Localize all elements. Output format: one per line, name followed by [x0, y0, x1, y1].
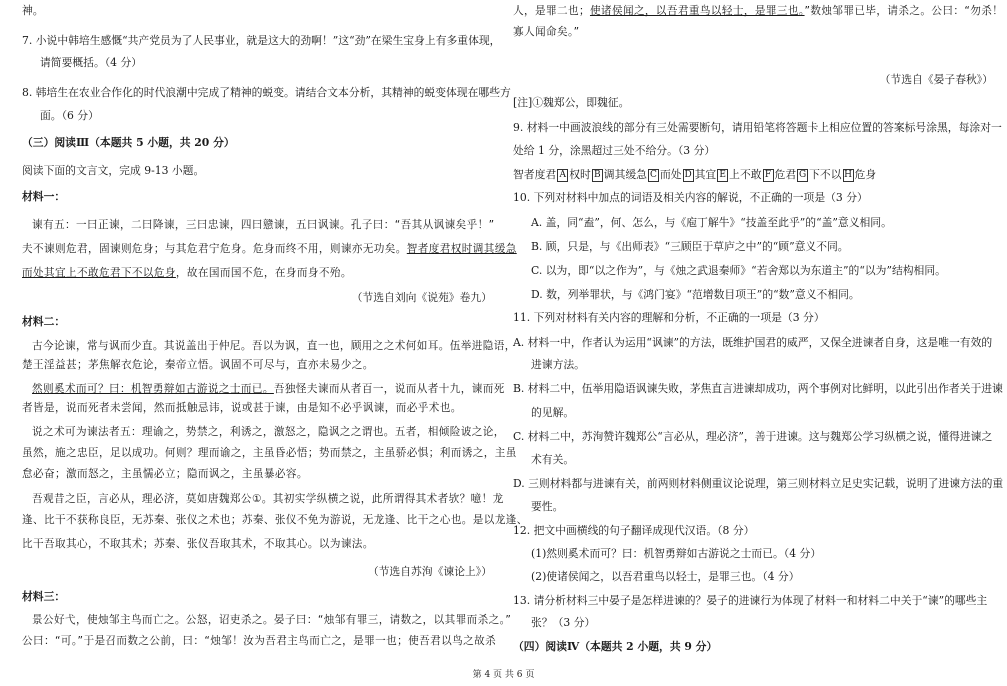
material-3-line: 寡人闻命矣。” — [513, 26, 580, 38]
material-2-heading: 材料二： — [22, 315, 66, 328]
option-prefix: 智者度君 — [513, 168, 557, 181]
text-segment: ”数烛邹罪已毕，请杀之。公曰：“勿杀！ — [804, 5, 1004, 17]
text-line: 神。 — [22, 4, 44, 17]
material-3-line: 公曰：“可。”于是召而数之公前，曰：“烛邹！汝为吾君主鸟而亡之，是罪一也；使吾君以鸟之故杀 — [22, 635, 497, 647]
text-segment: ，故在国而国不危，在身而身不殆。 — [175, 267, 352, 279]
question-7: 7. 小说中韩培生感慨“共产党员为了人民事业，就是这大的劲啊！”这“劲”在梁生宝身上有多重体现， — [22, 34, 501, 47]
material-3-line — [513, 4, 1003, 18]
question-8-points: 面。（6 分） — [40, 109, 99, 122]
material-2-line: 者皆是，说而死者未尝闻，然而抵触忌讳，说或甚于谏，由是知不必乎讽谏，而必乎术也。 — [22, 402, 462, 414]
option-text: 调其缓急 — [603, 168, 647, 181]
option-text: 危身 — [854, 168, 877, 181]
option-box-g[interactable]: G — [799, 169, 807, 180]
option-box-c[interactable]: C — [648, 169, 659, 182]
question-12: 12. 把文中画横线的句子翻译成现代汉语。（8 分） — [513, 524, 755, 537]
question-10-option-a: A. 盖，同“盍”，何、怎么，与《庖丁解牛》“技盖至此乎”的“盖”意义相同。 — [531, 216, 892, 229]
material-2-line: 吾观昔之臣，言必从，理必济，莫如唐魏郑公①。其初实学纵横之说，此所谓得其术者欤？噫！龙 — [32, 493, 504, 505]
page-footer: 第 4 页 共 6 页 — [472, 670, 535, 680]
option-box-b[interactable]: B — [592, 169, 603, 182]
question-11-option-a: A. 材料一中，作者认为运用“讽谏”的方法，既维护国君的威严，又保全进谏者自身，这是唯一有效的 — [513, 336, 993, 349]
text-segment: 人，是罪二也； — [513, 5, 590, 17]
question-9: 9. 材料一中画波浪线的部分有三处需要断句，请用铅笔将答题卡上相应位置的答案标号涂黑，每涂对一 — [513, 121, 1002, 134]
material-3-heading: 材料三： — [22, 590, 66, 603]
question-8: 8. 韩培生在农业合作化的时代浪潮中完成了精神的蜕变。请结合文本分析，其精神的蜕变体现在哪些方 — [22, 86, 511, 99]
option-box-h[interactable]: H — [844, 169, 852, 180]
text-segment: 夫不谏则危君，固谏则危身；与其危君宁危身。危身而终不用，则谏亦无功矣。 — [22, 243, 407, 255]
underlined-sentence: 然则奚术而可？曰：机智勇辩如古游说之士而已。 — [32, 383, 274, 395]
wavy-underlined-text: 智者度君权时调其缓急 — [406, 243, 517, 255]
question-13-cont: 张？（3 分） — [531, 616, 596, 629]
source-note: （节选自苏洵《谏论上》） — [367, 565, 492, 578]
question-11-option-c-cont: 术有关。 — [531, 453, 575, 466]
material-1-line — [22, 266, 352, 280]
material-2-line: 古今论谏，常与讽而少直。其说盖出于仲尼。吾以为讽，直一也，顾用之之术何如耳。伍举进隐语， — [32, 340, 516, 352]
question-12-part-1: (1)然则奚术而可？曰：机智勇辩如古游说之士而已。（4 分） — [531, 547, 822, 560]
section-heading-4: （四）阅读Ⅳ（本题共 2 小题，共 9 分） — [513, 640, 718, 653]
material-3-line: 景公好弋，使烛邹主鸟而亡之。公怒，诏吏杀之。晏子曰：“烛邹有罪三，请数之，以其罪而杀之。” — [32, 614, 512, 626]
question-11: 11. 下列对材料有关内容的理解和分析，不正确的一项是（3 分） — [513, 311, 825, 324]
question-12-part-2: (2)使诸侯闻之，以吾君重鸟以轻士，是罪三也。（4 分） — [531, 570, 800, 583]
material-2-line: 楚王淫益甚；茅焦解衣危论，秦帝立悟。讽固不可尽与，直亦未易少之。 — [22, 359, 374, 371]
wavy-underlined-text: 而处其宜上不敢危君下不以危身 — [22, 267, 176, 279]
question-11-option-c: C. 材料二中，苏洵赞许魏郑公“言必从，理必济”，善于进谏。这与魏郑公学习纵横之说，懂得进谏之 — [513, 430, 993, 443]
material-2-line: 说之术可为谏法者五：理谕之，势禁之，利诱之，激怒之，隐讽之之谓也。五者，相倾险诐之论， — [32, 426, 505, 438]
question-9-points: 处给 1 分，涂黑超过三处不给分。（3 分） — [513, 144, 716, 157]
question-10-option-b: B. 顾，只是，与《出师表》“三顾臣于草庐之中”的“顾”意义不同。 — [531, 240, 849, 253]
question-11-option-b-cont: 的见解。 — [531, 406, 575, 419]
material-1-line: 谏有五：一曰正谏，二曰降谏，三曰忠谏，四曰戆谏，五曰讽谏。孔子曰：“吾其从讽谏矣乎！” — [32, 219, 495, 231]
question-11-option-d-cont: 要性。 — [531, 500, 564, 513]
material-2-line: 虽然，施之忠臣，足以成功。何则？理而谕之，主虽昏必悟；势而禁之，主虽骄必惧；利而诱之，主虽 — [22, 447, 517, 459]
question-11-option-b: B. 材料二中，伍举用隐语讽谏失败，茅焦直言进谏却成功，两个事例对比鲜明，以此引出作者关于进谏 — [513, 382, 1003, 395]
option-box-f[interactable]: F — [763, 169, 774, 182]
question-11-option-a-cont: 进谏方法。 — [531, 358, 585, 371]
material-2-line: 逢、比干不获称良臣，无苏秦、张仪之术也；苏秦、张仪不免为游说，无龙逢、比干之心也。是以龙逢、 — [22, 514, 528, 526]
option-text: 上不敢 — [729, 168, 762, 181]
option-text: 危君 — [774, 168, 797, 181]
section-heading-3: （三）阅读Ⅲ（本题共 5 小题，共 20 分） — [22, 136, 235, 149]
material-2-line: 比干吾取其心，不取其术；苏秦、张仪吾取其术，不取其心。以为谏法。 — [22, 538, 374, 550]
option-box-e[interactable]: E — [717, 169, 728, 182]
option-text: 其宜 — [694, 168, 717, 181]
material-2-line — [32, 382, 505, 396]
question-10-option-c: C. 以为，即“以之作为”，与《烛之武退秦师》“若舍郑以为东道主”的“以为”结构相同。 — [531, 264, 946, 277]
question-9-options — [513, 168, 876, 182]
text-segment: 吾独怪夫谏而从者百一，说而从者十九，谏而死 — [273, 383, 505, 395]
option-text: 权时 — [569, 168, 591, 181]
question-7-points: 请简要概括。（4 分） — [40, 56, 143, 69]
material-2-line: 怠必奋；激而怒之，主虽懦必立；隐而讽之，主虽暴必容。 — [22, 468, 308, 480]
question-10: 10. 下列对材料中加点的词语及相关内容的解说，不正确的一项是（3 分） — [513, 191, 868, 204]
material-1-heading: 材料一： — [22, 190, 66, 203]
question-13: 13. 请分析材料三中晏子是怎样进谏的？晏子的进谏行为体现了材料一和材料二中关于“谏”的哪些主 — [513, 594, 988, 607]
source-note: （节选自《晏子春秋》） — [879, 73, 993, 86]
annotation-note: [注]①魏郑公，即魏征。 — [513, 96, 630, 109]
question-11-option-d: D. 三则材料都与进谏有关，前两则材料侧重议论说理，第三则材料立足史实记载，说明了进谏方法的重 — [513, 477, 1004, 490]
material-1-line — [22, 242, 517, 256]
question-10-option-d: D. 数，列举罪状，与《鸿门宴》“范增数目项王”的“数”意义不相同。 — [531, 288, 860, 301]
option-box-d[interactable]: D — [684, 169, 692, 180]
option-box-a[interactable]: A — [557, 169, 568, 182]
underlined-sentence: 使诸侯闻之，以吾君重鸟以轻士，是罪三也。 — [589, 5, 805, 17]
option-text: 下不以 — [809, 168, 842, 181]
option-text: 而处 — [659, 168, 682, 181]
reading-instruction: 阅读下面的文言文，完成 9-13 小题。 — [22, 164, 205, 177]
source-note: （节选自刘向《说苑》卷九） — [351, 291, 492, 304]
